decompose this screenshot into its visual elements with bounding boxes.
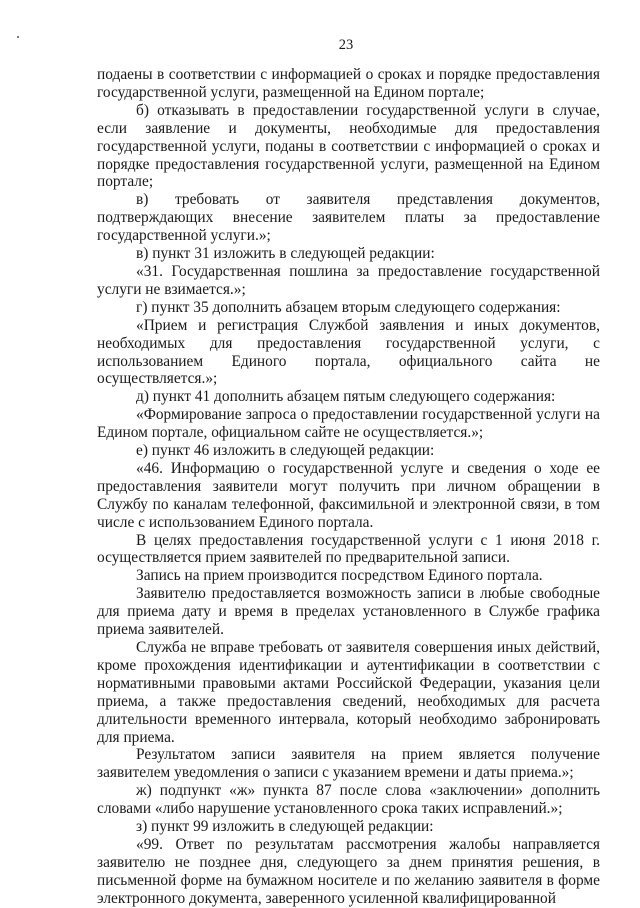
paragraph: «Формирование запроса о предоставлении государственной услуги на Едином портале, официальном сайте не осуществляется.»; (97, 406, 600, 442)
document-body (97, 66, 600, 908)
paragraph: в) требовать от заявителя представления документов, подтверждающих внесение заявителем платы за предоставление государственной услуги.»; (97, 191, 600, 245)
paragraph: д) пункт 41 дополнить абзацем пятым следующего содержания: (136, 388, 556, 406)
paragraph: В целях предоставления государственной услуги с 1 июня 2018 г. осуществляется прием заявителей по предварительной записи. (97, 531, 600, 567)
paragraph: Служба не вправе требовать от заявителя совершения иных действий, кроме прохождения идентификации и аутентификации в соответствии с нормативными правовыми актами Российской Федерации, указания цели приема, а также предоставления сведений, необходимых для расчета длительности временного интервала, который необходимо забронировать для приема. (97, 639, 600, 746)
page-number: 23 (338, 37, 354, 53)
paragraph: г) пункт 35 дополнить абзацем вторым следующего содержания: (136, 298, 561, 316)
paragraph: Результатом записи заявителя на прием является получение заявителем уведомления о записи с указанием времени и даты приема.»; (97, 746, 600, 782)
paragraph: б) отказывать в предоставлении государственной услуги в случае, если заявление и документы, необходимые для предоставления государственной услуги, поданы в соответствии с информацией о сроках и порядке предоставления государственной услуги, размещенной на Едином портале; (97, 101, 600, 191)
paragraph: «31. Государственная пошлина за предоставление государственной услуги не взимается.»; (97, 262, 600, 298)
paragraph: е) пункт 46 изложить в следующей редакции: (136, 442, 435, 460)
paragraph: «46. Информацию о государственной услуге и сведения о ходе ее предоставления заявители могут получить при личном обращении в Службу по каналам телефонной, факсимильной и электронной связи, в том числе с использованием Единого портала. (97, 459, 600, 531)
scan-speck (17, 36, 19, 38)
paragraph: «Прием и регистрация Службой заявления и иных документов, необходимых для предоставления государственной услуги, с использованием Единого портала, официального сайта не осуществляется.»; (97, 316, 600, 388)
paragraph: ж) подпункт «ж» пункта 87 после слова «заключении» дополнить словами «либо нарушение установленного срока таких исправлений.»; (97, 782, 600, 818)
paragraph: в) пункт 31 изложить в следующей редакции: (136, 245, 435, 263)
paragraph: «99. Ответ по результатам рассмотрения жалобы направляется заявителю не позднее дня, следующего за днем принятия решения, в письменной форме на бумажном носителе и по желанию заявителя в форме электронного документа, заверенного усиленной квалифицированной (97, 835, 600, 907)
paragraph: Запись на прием производится посредством Единого портала. (136, 567, 543, 585)
paragraph-continuation: подаены в соответствии с информацией о сроках и порядке предоставления государственной услуги, размещенной на Едином портале; (97, 66, 600, 101)
paragraph: з) пункт 99 изложить в следующей редакции: (136, 818, 434, 836)
paragraph: Заявителю предоставляется возможность записи в любые свободные для приема дату и время в пределах установленного в Службе графика приема заявителей. (97, 585, 600, 639)
